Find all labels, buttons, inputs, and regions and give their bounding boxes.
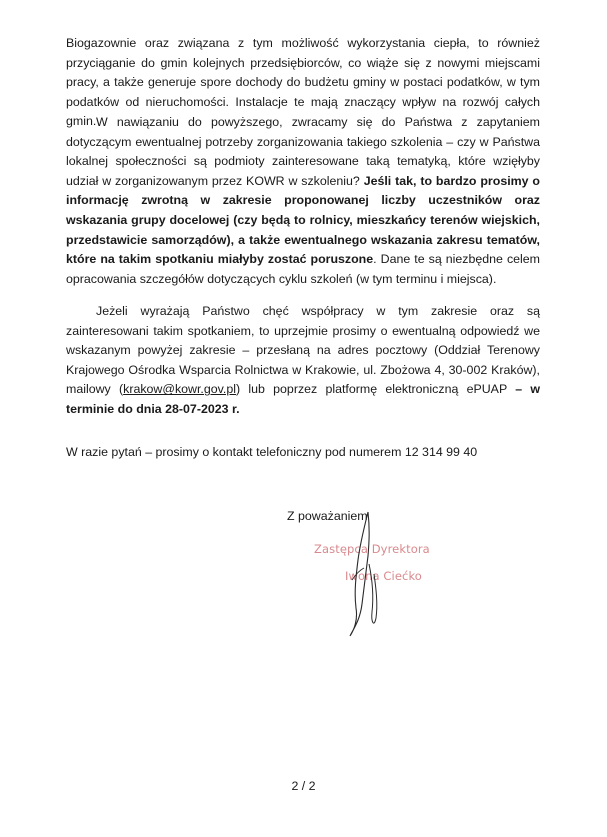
- email-link[interactable]: krakow@kowr.gov.pl: [123, 382, 237, 397]
- closing-salutation: Z poważaniem: [287, 509, 368, 523]
- paragraph-biogas-benefits: Biogazownie oraz związana z tym możliwość wykorzystania ciepła, to również przyciąganie do gmin kolejnych przedsiębiorców, co wiąże się z nowymi miejscami pracy, a także generuje spore dochody do budżetu gminy w postaci podatków, w tym podatków od nieruchomości. Instalacje te mają znaczący wpływ na rozwój całych gmin.: [66, 36, 540, 129]
- response-text: Jeżeli wyrażają Państwo chęć współpracy w tym zakresie oraz są zainteresowani takim spotkaniem, to uprzejmie prosimy o ewentualną odpowiedź we wskazanym powyżej zakresie – przesłaną na adres pocztowy (Oddział Terenowy Krajowego Ośrodka Wsparcia Rolnictwa w Krakowie, ul. Zbożowa 4, 30-002 Kraków), mailowy (: [66, 304, 540, 397]
- paragraph-response-instructions: [66, 302, 540, 420]
- contact-line: W razie pytań – prosimy o kontakt telefoniczny pod numerem 12 314 99 40: [66, 445, 478, 459]
- paragraph-training-inquiry: [66, 113, 540, 289]
- inquiry-intro: W nawiązaniu do powyższego, zwracamy się do Państwa z zapytaniem dotyczącym ewentualnej potrzeby zorganizowania takiego szkolenia – czy w Państwa lokalnej społeczności są podmioty zainteresowane taką tematyką, które wzięłyby udział w zorganizowanym przez KOWR w szkoleniu?: [66, 115, 540, 188]
- page-number: 2 / 2: [291, 779, 316, 793]
- response-deadline: – w terminie do dnia 28-07-2023 r.: [66, 382, 540, 416]
- response-text-continued: ) lub poprzez platformę elektroniczną ePUAP: [236, 382, 516, 397]
- inquiry-bold-request: Jeśli tak, to bardzo prosimy o informację zwrotną w zakresie proponowanej liczby uczestników oraz wskazania grupy docelowej (czy będą to rolnicy, mieszkańcy terenów wiejskich, przedstawicie samorządów), a także ewentualnego wskazania zakresu tematów, które na takim spotkaniu miałyby zostać poruszone: [66, 173, 540, 267]
- stamp-title: Zastępca Dyrektora: [314, 542, 430, 556]
- inquiry-ending: . Dane te są niezbędne celem opracowania szczegółów dotyczących cyklu szkoleń (w tym terminu i miejsca).: [66, 252, 541, 286]
- stamp-name: Iwona Ciećko: [345, 569, 422, 583]
- handwritten-signature: [338, 508, 388, 643]
